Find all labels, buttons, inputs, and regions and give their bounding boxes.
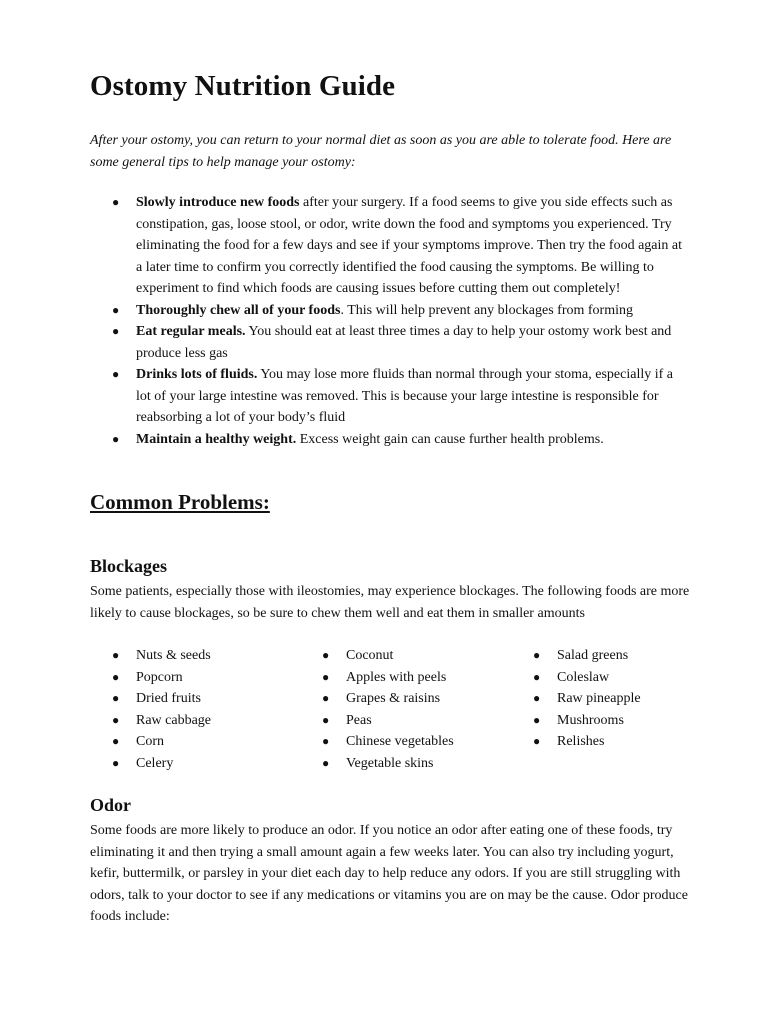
- bullet-icon: ●: [322, 669, 330, 684]
- list-item: [90, 429, 690, 451]
- list-item: [90, 645, 211, 667]
- bullet-icon: ●: [322, 712, 330, 727]
- food-item: Dried fruits: [136, 691, 201, 706]
- food-item: Relishes: [557, 734, 605, 749]
- food-item: Peas: [346, 712, 372, 728]
- food-item: Popcorn: [136, 669, 183, 685]
- blockages-paragraph: Some patients, especially those with ileostomies, may experience blockages. The following foods are more likely to cause blockages, so be sure to chew them well and eat them in smaller amounts: [90, 584, 690, 621]
- bullet-icon: ●: [112, 302, 120, 317]
- tip-bold: Maintain a healthy weight.: [136, 431, 297, 447]
- food-item: Celery: [136, 755, 174, 771]
- tip-text: . This will help prevent any blockages from forming: [340, 302, 633, 318]
- list-item: [90, 731, 211, 753]
- blockage-foods-column-2: [300, 645, 454, 774]
- bullet-icon: ●: [112, 431, 120, 446]
- tip-text: You may lose more fluids than normal through your stoma, especially if a lot of your large intestine was removed. This is because your large intestine is responsible for reabsorbing a lot of your body’s fluid: [136, 367, 674, 425]
- blockages-heading: Blockages: [90, 556, 168, 576]
- bullet-icon: ●: [112, 195, 120, 209]
- food-item: Raw cabbage: [136, 712, 212, 728]
- tip-bold: Thoroughly chew all of your foods: [136, 302, 341, 318]
- food-item: Corn: [136, 734, 164, 749]
- list-item: [511, 688, 641, 710]
- list-item: [300, 710, 454, 732]
- bullet-icon: ●: [533, 712, 541, 727]
- bullet-icon: ●: [112, 691, 120, 705]
- common-problems-heading: Common Problems:: [90, 490, 270, 514]
- list-item: [511, 645, 641, 667]
- list-item: [511, 731, 641, 753]
- list-item: [90, 364, 690, 429]
- bullet-icon: ●: [322, 648, 330, 662]
- bullet-icon: ●: [112, 367, 120, 381]
- food-item: Apples with peels: [346, 669, 447, 685]
- intro-paragraph: After your ostomy, you can return to your normal diet as soon as you are able to tolerate food. Here are some general tips to help manage your ostomy:: [90, 133, 672, 170]
- bullet-icon: ●: [533, 669, 541, 684]
- list-item: [511, 710, 641, 732]
- bullet-icon: ●: [533, 734, 541, 748]
- food-item: Nuts & seeds: [136, 648, 211, 663]
- list-item: [90, 192, 690, 300]
- list-item: [90, 300, 690, 322]
- list-item: [511, 667, 641, 689]
- bullet-icon: ●: [112, 734, 120, 748]
- page-title: Ostomy Nutrition Guide: [90, 70, 396, 102]
- tips-list: [90, 192, 690, 450]
- bullet-icon: ●: [533, 648, 541, 662]
- bullet-icon: ●: [322, 691, 330, 705]
- list-item: [90, 753, 211, 775]
- food-item: Salad greens: [557, 648, 629, 663]
- food-item: Vegetable skins: [346, 755, 434, 771]
- tip-bold: Eat regular meals.: [136, 324, 246, 339]
- list-item: [300, 753, 454, 775]
- odor-paragraph: Some foods are more likely to produce an odor. If you notice an odor after eating one of these foods, try eliminating it and then trying a small amount again a few weeks later. You can also try including yogurt, kefir, buttermilk, or parsley in your diet each day to help reduce any odors. If you are still struggling with odors, talk to your doctor to see if any medications or vitamins you are on may be the cause. Odor produce foods include:: [90, 823, 688, 924]
- food-item: Grapes & raisins: [346, 691, 441, 706]
- bullet-icon: ●: [112, 712, 120, 727]
- bullet-icon: ●: [533, 691, 541, 705]
- food-item: Coconut: [346, 648, 394, 663]
- bullet-icon: ●: [112, 648, 120, 662]
- list-item: [300, 688, 454, 710]
- bullet-icon: ●: [112, 669, 120, 684]
- tip-bold: Drinks lots of fluids.: [136, 367, 258, 382]
- list-item: [300, 731, 454, 753]
- bullet-icon: ●: [112, 755, 120, 770]
- list-item: [90, 688, 211, 710]
- bullet-icon: ●: [322, 734, 330, 748]
- tip-text: after your surgery. If a food seems to give you side effects such as constipation, gas, loose stool, or odor, write down the food and symptoms you experienced. Try eliminating the food for a few days and see if your symptoms improve. Then try the food again at a later time to confirm you correctly identified the food causing the symptoms. Be willing to experiment to find which foods are causing issues before cutting them out completely!: [136, 195, 682, 296]
- tip-text: You should eat at least three times a day to help your ostomy work best and produce less gas: [136, 324, 672, 361]
- blockage-foods-column-1: [90, 645, 211, 774]
- list-item: [90, 710, 211, 732]
- list-item: [90, 321, 690, 364]
- odor-heading: Odor: [90, 795, 132, 815]
- food-item: Mushrooms: [557, 712, 624, 728]
- bullet-icon: ●: [322, 755, 330, 770]
- food-item: Coleslaw: [557, 669, 610, 685]
- tip-text: Excess weight gain can cause further health problems.: [296, 431, 604, 447]
- list-item: [300, 645, 454, 667]
- food-item: Raw pineapple: [557, 691, 641, 706]
- blockage-foods-column-3: [511, 645, 641, 753]
- bullet-icon: ●: [112, 324, 120, 338]
- food-item: Chinese vegetables: [346, 734, 454, 749]
- list-item: [300, 667, 454, 689]
- tip-bold: Slowly introduce new foods: [136, 195, 300, 210]
- list-item: [90, 667, 211, 689]
